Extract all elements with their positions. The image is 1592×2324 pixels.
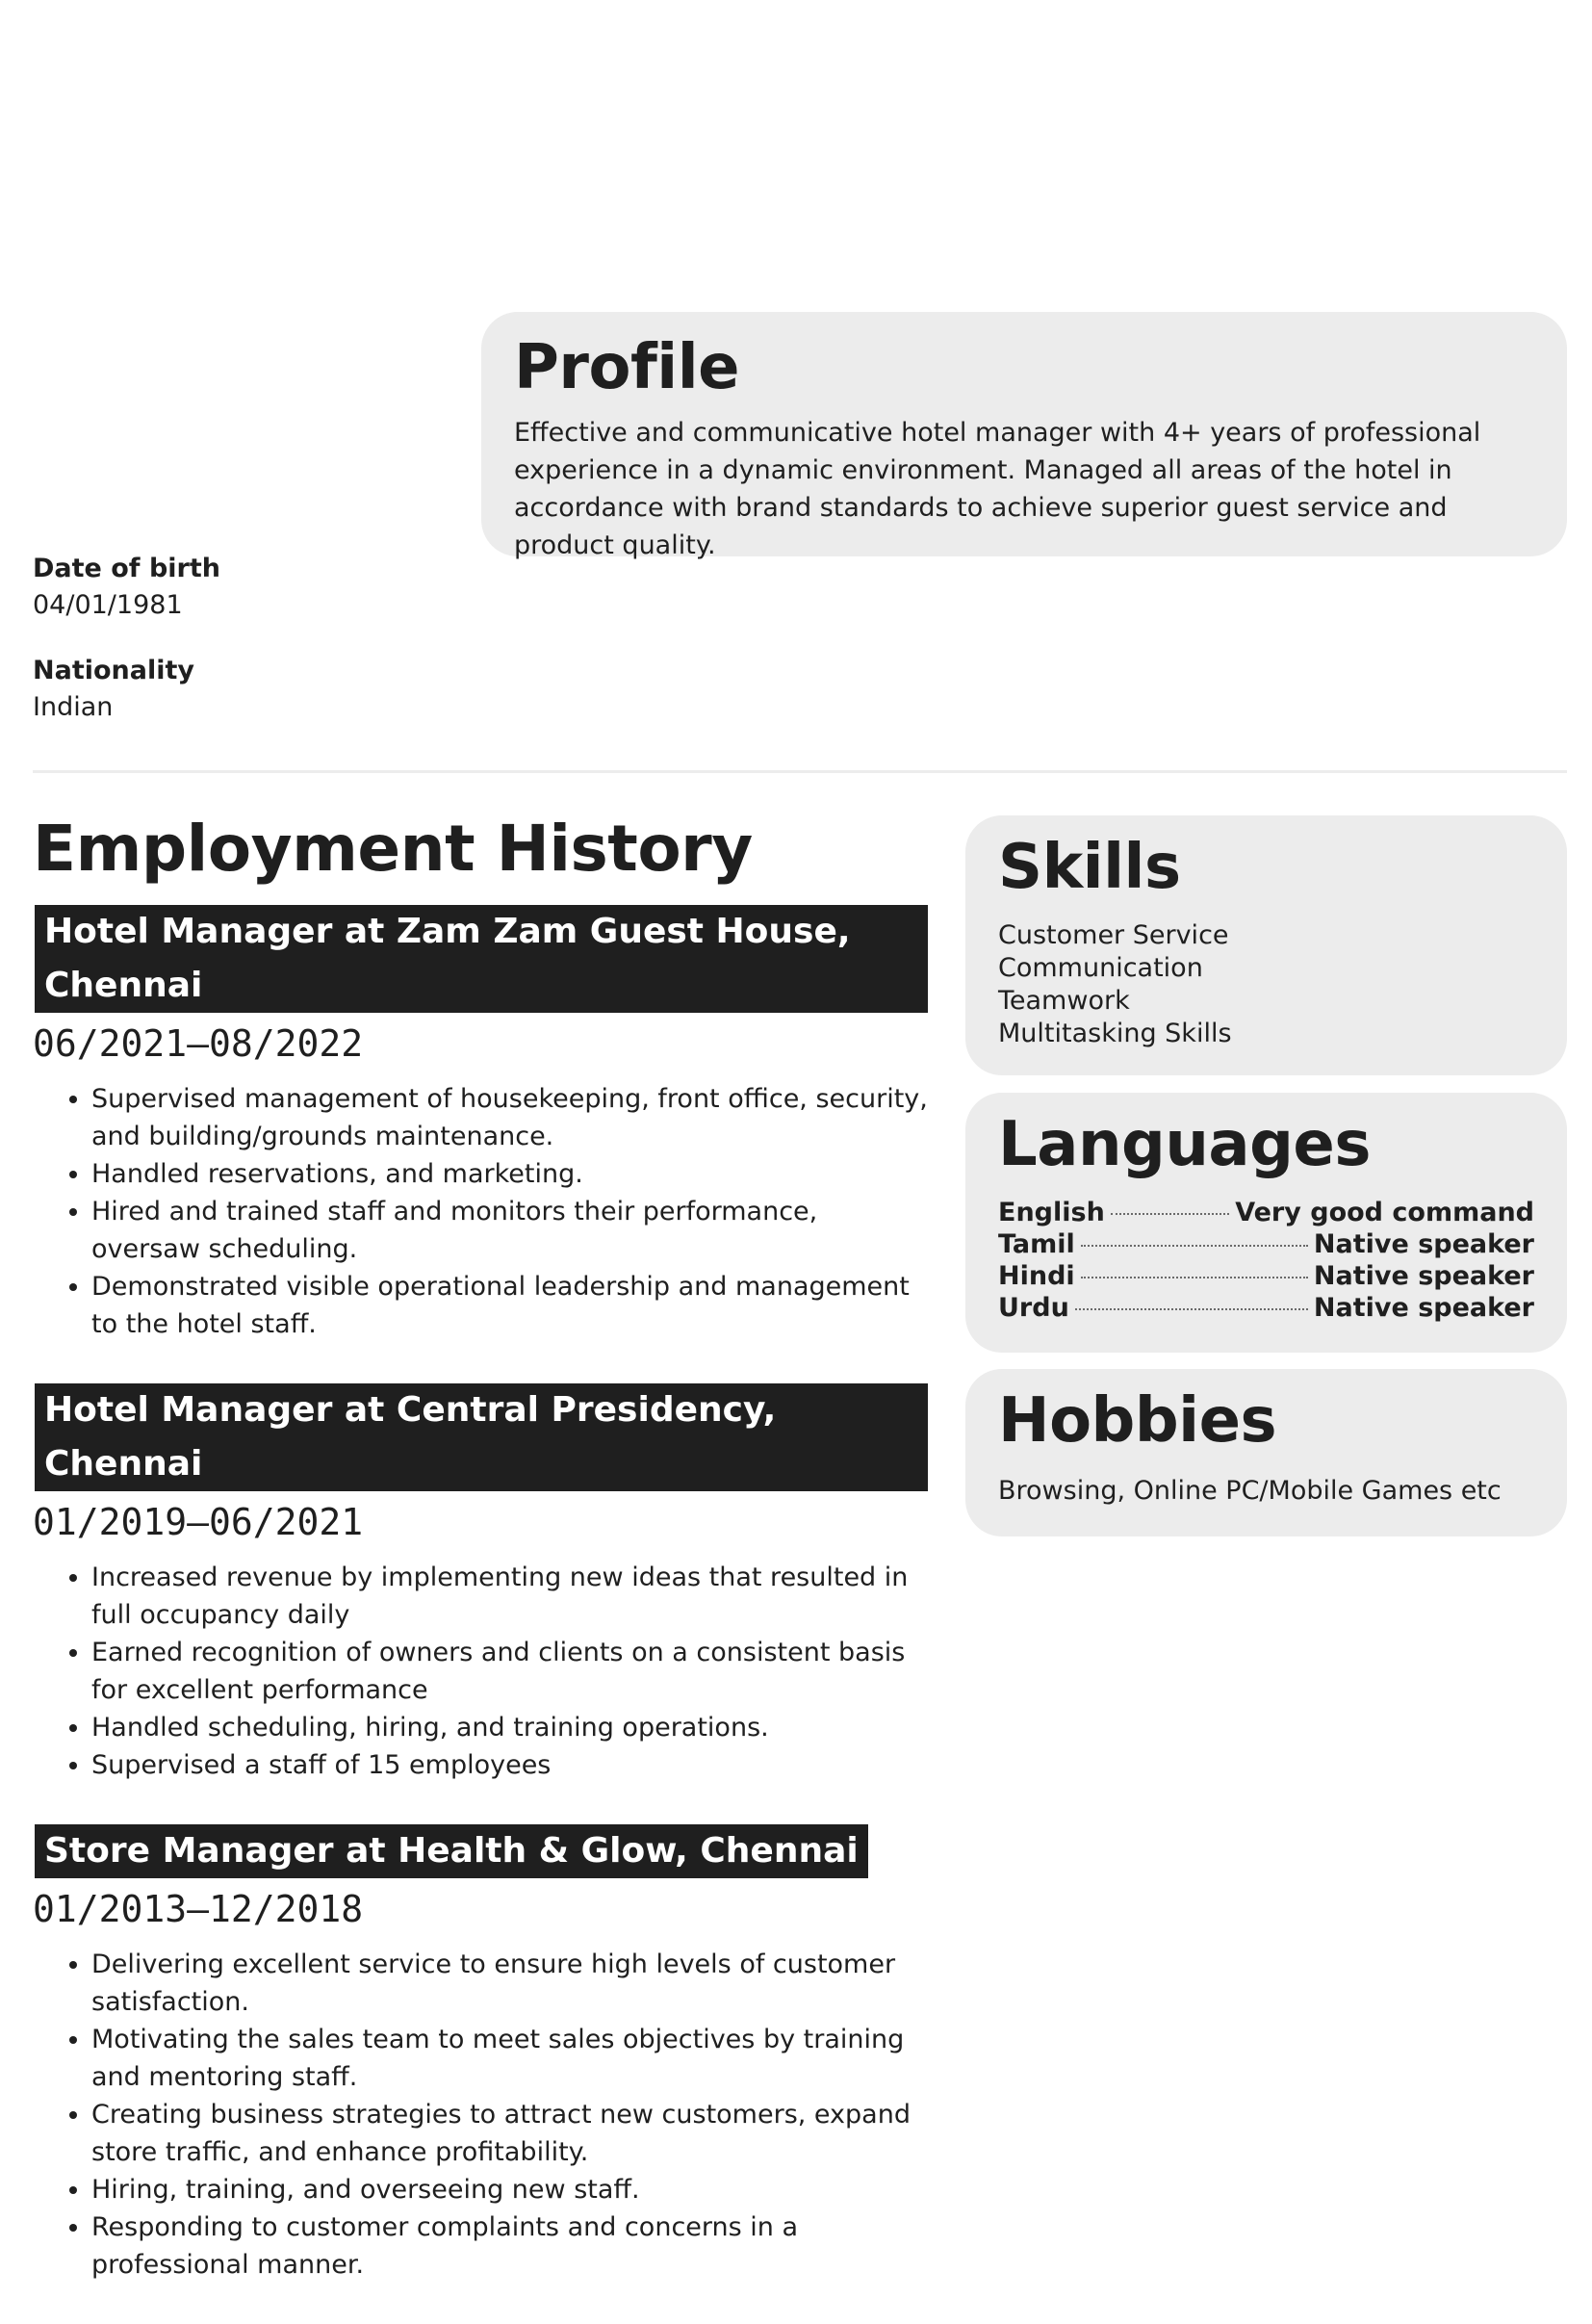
skill-item: Multitasking Skills: [998, 1019, 1232, 1048]
skill-item: Communication: [998, 953, 1203, 983]
language-row: [998, 1260, 1534, 1292]
language-level: Native speaker: [1313, 1229, 1534, 1259]
job-bullet: • Responding to customer complaints and concerns in a professional manner.: [91, 2208, 928, 2284]
job-bullet: • Delivering excellent service to ensure high levels of customer satisfaction.: [91, 1946, 928, 2021]
job-bullet: • Hiring, training, and overseeing new staff.: [91, 2171, 928, 2208]
job-entry: [33, 1824, 928, 2284]
job-dates: 01/2013—12/2018: [33, 1888, 364, 1930]
dotted-leader: [1075, 1308, 1308, 1310]
job-bullet: • Increased revenue by implementing new ideas that resulted in full occupancy daily: [91, 1559, 928, 1634]
dob-label: Date of birth: [33, 554, 220, 583]
job-bullet: • Supervised management of housekeeping, front office, security, and building/grounds maintenance.: [91, 1080, 928, 1155]
personal-details: [33, 551, 437, 726]
job-bullet: • Handled reservations, and marketing.: [91, 1155, 928, 1193]
nationality-label: Nationality: [33, 656, 194, 685]
job-title: Hotel Manager at Central Presidency, Chennai: [35, 1383, 928, 1491]
job-bullets: [33, 1946, 928, 2284]
profile-section: [481, 312, 1567, 560]
language-level: Native speaker: [1313, 1261, 1534, 1291]
hobbies-section: [965, 1369, 1567, 1536]
nationality-value: Indian: [33, 692, 114, 722]
hobbies-text: Browsing, Online PC/Mobile Games etc: [998, 1476, 1502, 1506]
employment-history-section: [33, 809, 928, 2324]
languages-section: [965, 1093, 1567, 1353]
languages-heading: Languages: [998, 1109, 1371, 1180]
job-bullet: • Hired and trained staff and monitors their performance, oversaw scheduling.: [91, 1193, 928, 1268]
dotted-leader: [1081, 1245, 1308, 1247]
job-bullet: • Supervised a staff of 15 employees: [91, 1746, 928, 1784]
job-dates: 01/2019—06/2021: [33, 1501, 364, 1543]
employment-heading: Employment History: [33, 812, 753, 886]
job-bullets: [33, 1559, 928, 1784]
job-bullet: • Demonstrated visible operational leadership and management to the hotel staff.: [91, 1268, 928, 1343]
language-level: Very good command: [1235, 1198, 1534, 1227]
job-bullet: • Handled scheduling, hiring, and training operations.: [91, 1709, 928, 1746]
section-divider: [33, 770, 1567, 773]
skill-item: Teamwork: [998, 986, 1130, 1016]
skills-heading: Skills: [998, 832, 1181, 903]
job-bullets: [33, 1080, 928, 1343]
skills-list: [998, 919, 1534, 1050]
language-row: [998, 1197, 1534, 1228]
job-bullet: • Motivating the sales team to meet sales objectives by training and mentoring staff.: [91, 2021, 928, 2096]
job-entry: [33, 1383, 928, 1784]
job-title: Hotel Manager at Zam Zam Guest House, Chennai: [35, 905, 928, 1013]
language-level: Native speaker: [1313, 1293, 1534, 1323]
hobbies-heading: Hobbies: [998, 1385, 1277, 1457]
profile-text: Effective and communicative hotel manager with 4+ years of professional experience in a dynamic environment. Managed all areas of the hotel in accordance with brand standards to achieve superior guest service and product quality.: [514, 418, 1481, 560]
language-row: [998, 1292, 1534, 1324]
languages-list: [998, 1197, 1534, 1324]
language-name: Hindi: [998, 1261, 1075, 1291]
job-entry: [33, 905, 928, 1343]
dob-value: 04/01/1981: [33, 590, 183, 620]
job-bullet: • Creating business strategies to attract new customers, expand store traffic, and enhance profitability.: [91, 2096, 928, 2171]
skills-section: [965, 815, 1567, 1075]
language-name: Tamil: [998, 1229, 1075, 1259]
language-row: [998, 1228, 1534, 1260]
skill-item: Customer Service: [998, 920, 1229, 950]
dotted-leader: [1111, 1213, 1229, 1215]
language-name: Urdu: [998, 1293, 1069, 1323]
job-title: Store Manager at Health & Glow, Chennai: [35, 1824, 868, 1878]
dotted-leader: [1081, 1277, 1308, 1278]
language-name: English: [998, 1198, 1105, 1227]
profile-heading: Profile: [514, 332, 740, 403]
job-bullet: • Earned recognition of owners and clients on a consistent basis for excellent performance: [91, 1634, 928, 1709]
job-dates: 06/2021—08/2022: [33, 1022, 364, 1065]
